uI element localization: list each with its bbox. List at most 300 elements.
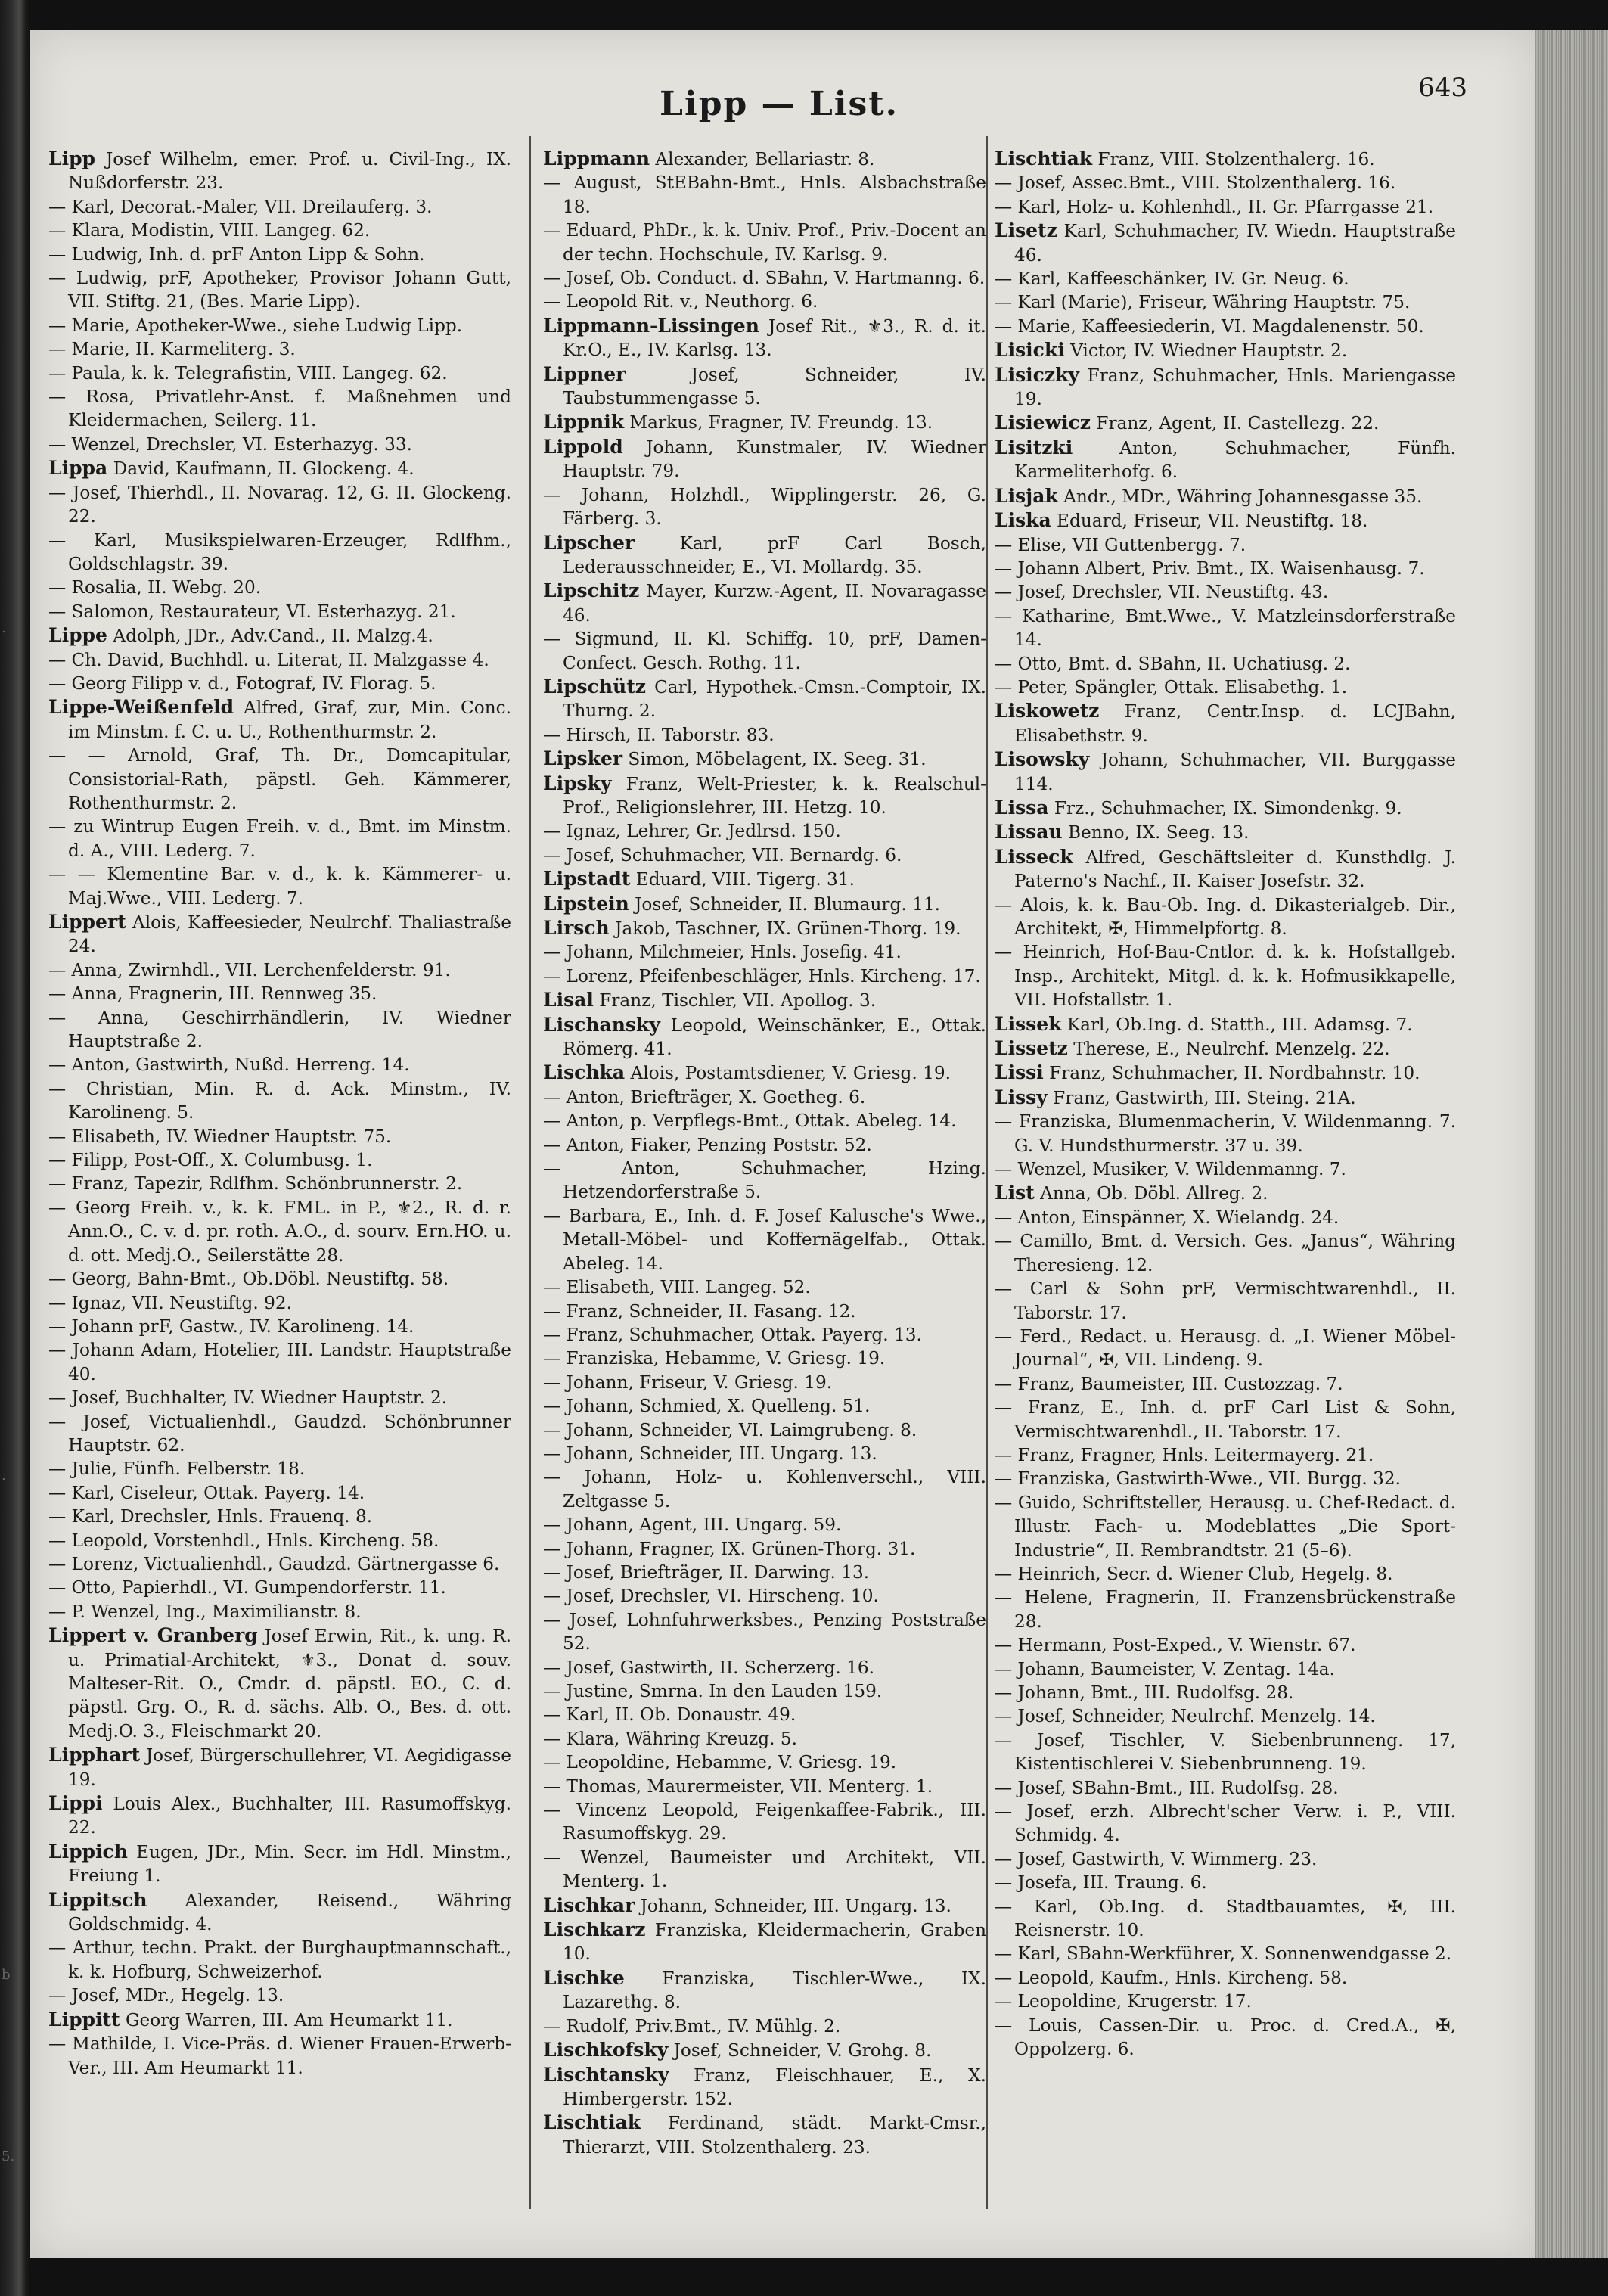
directory-entry xyxy=(48,1148,511,1172)
directory-entry xyxy=(995,2014,1456,2061)
directory-entry xyxy=(543,435,986,483)
entry-surname: Lipstein xyxy=(543,892,629,915)
entry-details: — Anton, Fiaker, Penzing Poststr. 52. xyxy=(543,1134,872,1155)
directory-entry xyxy=(543,1394,986,1418)
entry-surname: Lischkar xyxy=(543,1894,635,1916)
gutter-mark: b xyxy=(2,1967,11,1983)
directory-entry xyxy=(48,195,511,219)
entry-details: — Josef, Thierhdl., II. Novarag. 12, G. II. Glockeng. 22. xyxy=(48,482,511,527)
entry-surname: Lischtiak xyxy=(995,148,1093,169)
directory-entry xyxy=(543,1465,986,1513)
entry-surname: Lippert v. Granberg xyxy=(48,1624,258,1647)
directory-entry xyxy=(48,243,511,266)
entry-details: — Karl, Musikspielwaren-Erzeuger, Rdlfhm., Goldschlagstr. 39. xyxy=(48,530,511,574)
directory-entry xyxy=(995,1704,1456,1728)
entry-details: — Josef, Ob. Conduct. d. SBahn, V. Hartmanng. 6. xyxy=(543,268,986,289)
directory-entry xyxy=(995,1229,1456,1277)
directory-entry xyxy=(995,1895,1456,1943)
directory-entry xyxy=(543,747,986,771)
entry-details: — Elisabeth, IV. Wiedner Hauptstr. 75. xyxy=(48,1126,392,1147)
directory-entry xyxy=(543,2015,986,2038)
directory-entry xyxy=(48,1172,511,1195)
entry-details: Eugen, JDr., Min. Secr. im Hdl. Minstm., Freiung 1. xyxy=(68,1841,511,1887)
entry-details: — P. Wenzel, Ing., Maximilianstr. 8. xyxy=(48,1601,362,1622)
entry-details: — Franz, Schneider, II. Fasang. 12. xyxy=(543,1300,856,1322)
entry-details: — Johann, Holz- u. Kohlenverschl., VIII. Zeltgasse 5. xyxy=(543,1467,986,1512)
directory-entry xyxy=(48,314,511,337)
directory-entry xyxy=(995,1942,1456,1965)
entry-details: Josef Erwin, Rit., k. ung. R. u. Primatial-Architekt, ⚜3., Donat d. souv. Malteser-Rit. O., Cmdr. d. päpstl. EO., C. d. päpstl. Grg. O., R. d. sächs. Alb. O., Bes. d. ott. Medj.O. 3., Fleischmarkt 20. xyxy=(68,1626,511,1741)
entry-details: — Franz, Schuhmacher, Ottak. Payerg. 13. xyxy=(543,1324,922,1345)
entry-details: — Ferd., Redact. u. Herausg. d. „I. Wiener Möbel-Journal“, ✠, VII. Lindeng. 9. xyxy=(995,1325,1456,1371)
directory-entry xyxy=(48,695,511,744)
directory-entry xyxy=(48,1315,511,1338)
entry-details: — Leopoldine, Krugerstr. 17. xyxy=(995,1991,1252,2012)
entry-details: — Johann, Friseur, V. Griesg. 19. xyxy=(543,1372,833,1393)
entry-details: — Johann, Schneider, VI. Laimgrubeng. 8. xyxy=(543,1419,917,1440)
directory-entry xyxy=(48,1410,511,1458)
directory-entry xyxy=(995,1776,1456,1800)
directory-entry xyxy=(543,2063,986,2111)
directory-entry xyxy=(995,315,1456,338)
entry-details: — Leopold Rit. v., Neuthorg. 6. xyxy=(543,291,818,312)
directory-entry xyxy=(543,1061,986,1085)
entry-surname: Lisowsky xyxy=(995,748,1090,771)
entry-details: — Franziska, Blumenmacherin, V. Wildenmanng. 7. G. V. Hundsthurmerstr. 37 u. 39. xyxy=(995,1111,1456,1156)
directory-entry xyxy=(48,1125,511,1148)
entry-surname: Lisiewicz xyxy=(995,412,1091,434)
entry-surname: Lippold xyxy=(543,435,623,458)
entry-details: — Karl, Ob.Ing. d. Stadtbauamtes, ✠, III. Reisnerstr. 10. xyxy=(995,1896,1456,1941)
entry-details: — Josef, Buchhalter, IV. Wiedner Hauptstr. 2. xyxy=(48,1387,448,1409)
entry-details: — Josef, Assec.Bmt., VIII. Stolzenthalerg. 16. xyxy=(995,172,1396,194)
entry-details: — Otto, Bmt. d. SBahn, II. Uchatiusg. 2. xyxy=(995,653,1351,674)
entry-details: Leopold, Weinschänker, E., Ottak. Römerg. 41. xyxy=(563,1014,986,1060)
entry-surname: Lischkarz xyxy=(543,1919,646,1941)
directory-entry xyxy=(995,604,1456,652)
directory-entry xyxy=(995,508,1456,533)
directory-entry xyxy=(995,557,1456,580)
directory-entry xyxy=(543,1109,986,1132)
entry-surname: Lippe-Weißenfeld xyxy=(48,696,234,719)
entry-details: Karl, Ob.Ing. d. Statth., III. Adamsg. 7. xyxy=(1066,1014,1413,1035)
entry-details: — Franz, Fragner, Hnls. Leitermayerg. 21. xyxy=(995,1444,1374,1465)
entry-details: — Leopoldine, Hebamme, V. Griesg. 19. xyxy=(543,1752,897,1773)
directory-entry xyxy=(543,1300,986,1323)
entry-details: Frz., Schuhmacher, IX. Simondenkg. 9. xyxy=(1054,797,1402,819)
entry-surname: Lippmann-Lissingen xyxy=(543,314,759,337)
entry-details: — Ignaz, VII. Neustiftg. 92. xyxy=(48,1292,293,1313)
column-2 xyxy=(543,147,986,2212)
directory-entry xyxy=(995,1467,1456,1490)
entry-details: — Marie, Apotheker-Wwe., siehe Ludwig Lipp. xyxy=(48,315,463,336)
entry-surname: Lippi xyxy=(48,1792,103,1815)
entry-details: — Klara, Währing Kreuzg. 5. xyxy=(543,1728,797,1749)
directory-entry xyxy=(995,1277,1456,1325)
directory-entry xyxy=(48,576,511,599)
directory-entry xyxy=(48,433,511,456)
entry-details: — Thomas, Maurermeister, VII. Menterg. 1. xyxy=(543,1776,933,1797)
entry-details: Georg Warren, III. Am Heumarkt 11. xyxy=(126,2009,453,2030)
entry-surname: Lippert xyxy=(48,911,126,933)
directory-entry xyxy=(48,1936,511,1984)
directory-entry xyxy=(543,147,986,171)
running-title: Lipp — List. xyxy=(660,85,899,123)
entry-details: — — Arnold, Graf, Th. Dr., Domcapitular, Consistorial-Rath, päpstl. Geh. Kämmerer, Rothenthurmstr. 2. xyxy=(48,745,511,813)
entry-details: Franz, Agent, II. Castellezg. 22. xyxy=(1096,413,1380,434)
entry-surname: Lipschitz xyxy=(543,579,640,602)
entry-details: Josef Rit., ⚜3., R. d. it. Kr.O., E., IV. Karlsg. 13. xyxy=(563,315,986,361)
entry-surname: Lipphart xyxy=(48,1744,141,1766)
directory-entry xyxy=(543,1204,986,1275)
entry-details: — Johann, Agent, III. Ungarg. 59. xyxy=(543,1515,842,1536)
entry-details: — Anton, Gastwirth, Nußd. Herreng. 14. xyxy=(48,1055,410,1076)
directory-entry xyxy=(543,1846,986,1894)
directory-entry xyxy=(995,290,1456,314)
directory-entry xyxy=(995,652,1456,676)
entry-details: Therese, E., Neulrchf. Menzelg. 22. xyxy=(1073,1039,1390,1060)
entry-details: — Ignaz, Lehrer, Gr. Jedlrsd. 150. xyxy=(543,821,841,842)
directory-entry xyxy=(543,940,986,964)
entry-details: — Wenzel, Drechsler, VI. Esterhazyg. 33. xyxy=(48,433,413,455)
directory-entry xyxy=(995,699,1456,747)
entry-details: — Karl, Decorat.-Maler, VII. Dreilauferg. 3. xyxy=(48,196,433,217)
entry-details: — Mathilde, I. Vice-Präs. d. Wiener Frauen-Erwerb-Ver., III. Am Heumarkt 11. xyxy=(48,2033,511,2078)
entry-surname: Lisitzki xyxy=(995,436,1073,458)
directory-entry xyxy=(543,988,986,1012)
directory-entry xyxy=(995,219,1456,267)
entry-details: — Arthur, techn. Prakt. der Burghauptmannschaft., k. k. Hofburg, Schweizerhof. xyxy=(48,1937,511,1982)
directory-entry xyxy=(995,171,1456,194)
entry-surname: Lisetz xyxy=(995,219,1057,242)
directory-entry xyxy=(995,1012,1456,1036)
entry-details: — Heinrich, Secr. d. Wiener Club, Hegelg. 8. xyxy=(995,1563,1393,1584)
directory-entry xyxy=(995,1396,1456,1443)
directory-entry xyxy=(48,623,511,648)
entry-details: — Leopold, Kaufm., Hnls. Kircheng. 58. xyxy=(995,1967,1348,1988)
directory-entry xyxy=(543,2038,986,2062)
directory-entry xyxy=(48,1077,511,1125)
directory-entry xyxy=(543,1561,986,1584)
directory-entry xyxy=(995,580,1456,604)
entry-details: Franz, Centr.Insp. d. LCJBahn, Elisabethstr. 9. xyxy=(1014,701,1456,746)
entry-details: — Otto, Papierhdl., VI. Gumpendorferstr. 11. xyxy=(48,1577,446,1599)
entry-details: Franz, Tischler, VII. Apollog. 3. xyxy=(599,990,877,1011)
directory-entry xyxy=(543,627,986,675)
entry-details: — Georg Filipp v. d., Fotograf, IV. Florag. 5. xyxy=(48,673,436,694)
directory-entry xyxy=(995,676,1456,699)
entry-details: — Rudolf, Priv.Bmt., IV. Mühlg. 2. xyxy=(543,2015,841,2037)
entry-surname: Lissek xyxy=(995,1012,1062,1035)
entry-surname: Lipsky xyxy=(543,772,612,794)
entry-details: — Marie, II. Karmeliterg. 3. xyxy=(48,339,296,360)
entry-details: — Johann, Schmied, X. Quelleng. 51. xyxy=(543,1396,871,1417)
entry-details: Andr., MDr., Währing Johannesgasse 35. xyxy=(1063,486,1423,507)
directory-entry xyxy=(995,940,1456,1011)
entry-details: — Karl, Kaffeeschänker, IV. Gr. Neug. 6. xyxy=(995,269,1349,290)
directory-entry xyxy=(543,1133,986,1157)
entry-details: — Peter, Spängler, Ottak. Elisabethg. 1. xyxy=(995,676,1348,697)
entry-details: — Salomon, Restaurateur, VI. Esterhazyg. 21. xyxy=(48,601,456,622)
directory-entry xyxy=(48,1338,511,1386)
entry-surname: Lischtansky xyxy=(543,2063,669,2086)
entry-details: — Guido, Schriftsteller, Herausg. u. Chef-Redact. d. Illustr. Fach- u. Modeblattes „Die Sport-Industrie“, II. Rembrandtstr. 21 (5–6). xyxy=(995,1492,1456,1561)
entry-surname: List xyxy=(995,1182,1035,1204)
directory-entry xyxy=(48,1196,511,1267)
directory-entry xyxy=(48,2032,511,2080)
entry-surname: Lippner xyxy=(543,362,626,385)
directory-entry xyxy=(543,844,986,867)
directory-entry xyxy=(995,1729,1456,1776)
entry-surname: Liska xyxy=(995,509,1051,532)
directory-entry xyxy=(995,1110,1456,1157)
entry-details: — Johann, Bmt., III. Rudolfsg. 28. xyxy=(995,1682,1294,1703)
entry-details: — Johann, Schneider, III. Ungarg. 13. xyxy=(543,1443,877,1464)
directory-entry xyxy=(543,1418,986,1442)
entry-details: — Klara, Modistin, VIII. Langeg. 62. xyxy=(48,220,371,241)
directory-entry xyxy=(543,579,986,627)
entry-details: — — Klementine Bar. v. d., k. k. Kämmerer- u. Maj.Wwe., VIII. Lederg. 7. xyxy=(48,864,511,909)
entry-details: Josef, Bürgerschullehrer, VI. Aegidigasse 19. xyxy=(68,1745,511,1790)
directory-entry xyxy=(48,982,511,1005)
entry-details: — Wenzel, Baumeister und Architekt, VII. Menterg. 1. xyxy=(543,1847,986,1892)
entry-surname: Lippmann xyxy=(543,148,650,169)
directory-entry xyxy=(48,362,511,385)
entry-surname: Liskowetz xyxy=(995,700,1100,722)
directory-entry xyxy=(995,1966,1456,1990)
directory-entry xyxy=(48,1053,511,1077)
entry-details: — Ludwig, prF, Apotheker, Provisor Johann Gutt, VII. Stiftg. 21, (Bes. Marie Lipp). xyxy=(48,268,511,312)
entry-surname: Lippitt xyxy=(48,2008,120,2030)
gutter-mark: 5. xyxy=(2,2148,15,2164)
entry-details: — Josefa, III. Traung. 6. xyxy=(995,1872,1207,1894)
directory-entry xyxy=(48,1481,511,1505)
page-block-edge xyxy=(1535,30,1608,2258)
directory-entry xyxy=(48,1267,511,1291)
gutter-marks xyxy=(0,30,15,2258)
entry-details: David, Kaufmann, II. Glockeng. 4. xyxy=(113,458,414,480)
entry-details: — Karl (Marie), Friseur, Währing Hauptstr. 75. xyxy=(995,292,1411,313)
directory-entry xyxy=(543,1608,986,1656)
directory-entry xyxy=(48,862,511,910)
entry-details: — Anna, Fragnerin, III. Rennweg 35. xyxy=(48,983,377,1005)
entry-surname: Lippa xyxy=(48,457,108,480)
entry-details: — Anna, Zwirnhdl., VII. Lerchenfelderstr. 91. xyxy=(48,959,451,980)
entry-details: — Ch. David, Buchhdl. u. Literat, II. Malzgasse 4. xyxy=(48,649,489,670)
column-3 xyxy=(995,147,1456,2212)
entry-details: — Vincenz Leopold, Feigenkaffee-Fabrik., III. Rasumoffskyg. 29. xyxy=(543,1800,986,1844)
directory-entry xyxy=(995,363,1456,412)
entry-details: Franz, Fleischhauer, E., X. Himbergerstr. 152. xyxy=(563,2065,986,2109)
directory-entry xyxy=(48,1743,511,1791)
directory-entry xyxy=(543,1918,986,1966)
directory-entry xyxy=(48,1457,511,1480)
entry-details: — Camillo, Bmt. d. Versich. Ges. „Janus“, Währing Theresieng. 12. xyxy=(995,1231,1456,1275)
directory-entry xyxy=(48,648,511,672)
entry-surname: Lissau xyxy=(995,821,1063,844)
directory-entry xyxy=(543,1656,986,1679)
directory-entry xyxy=(543,290,986,313)
entry-details: — Barbara, E., Inh. d. F. Josef Kalusche's Wwe., Metall-Möbel- und Koffernägelfab., Ottak. Abeleg. 14. xyxy=(543,1205,986,1274)
directory-entry xyxy=(543,1347,986,1370)
directory-entry xyxy=(543,1513,986,1536)
entry-surname: Lisjak xyxy=(995,484,1058,507)
entry-details: — Lorenz, Pfeifenbeschläger, Hnls. Kircheng. 17. xyxy=(543,965,981,986)
directory-entry xyxy=(995,338,1456,362)
directory-entry xyxy=(543,266,986,290)
entry-details: — Karl, SBahn-Werkführer, X. Sonnenwendgasse 2. xyxy=(995,1943,1452,1965)
directory-entry xyxy=(995,845,1456,893)
entry-details: Josef, Schneider, IV. Taubstummengasse 5. xyxy=(563,364,986,409)
directory-entry xyxy=(995,411,1456,435)
entry-details: Alfred, Graf, zur, Min. Conc. im Minstm. f. C. u. U., Rothenthurmstr. 2. xyxy=(68,697,511,742)
directory-entry xyxy=(48,529,511,576)
directory-entry xyxy=(995,1061,1456,1085)
directory-entry xyxy=(543,1679,986,1703)
directory-entry xyxy=(543,1323,986,1347)
entry-details: — Josef, Gastwirth, II. Scherzerg. 16. xyxy=(543,1657,874,1678)
entry-details: — Leopold, Vorstenhdl., Hnls. Kircheng. 58. xyxy=(48,1530,439,1551)
entry-details: — Franz, Baumeister, III. Custozzag. 7. xyxy=(995,1373,1343,1394)
directory-entry xyxy=(543,1798,986,1846)
entry-details: — Justine, Smrna. In den Lauden 159. xyxy=(543,1681,883,1701)
directory-entry xyxy=(48,815,511,862)
entry-surname: Lischka xyxy=(543,1061,626,1084)
directory-entry xyxy=(543,1537,986,1561)
directory-entry xyxy=(48,1529,511,1552)
directory-entry xyxy=(543,362,986,411)
entry-surname: Lisal xyxy=(543,989,594,1011)
directory-entry xyxy=(543,314,986,362)
entry-details: Franz, Schuhmacher, II. Nordbahnstr. 10. xyxy=(1049,1063,1420,1084)
entry-details: Franz, Gastwirth, III. Steing. 21A. xyxy=(1053,1087,1356,1108)
entry-surname: Lisicki xyxy=(995,339,1065,362)
entry-details: — Johann Albert, Priv. Bmt., IX. Waisenhausg. 7. xyxy=(995,558,1425,579)
entry-details: Anna, Ob. Döbl. Allreg. 2. xyxy=(1040,1183,1268,1204)
directory-entry xyxy=(543,410,986,434)
entry-details: Jakob, Taschner, IX. Grünen-Thorg. 19. xyxy=(615,918,961,939)
entry-details: Karl, Schuhmacher, IV. Wiedn. Hauptstraße 46. xyxy=(1014,221,1456,266)
directory-entry xyxy=(48,600,511,623)
entry-details: — Josef, Gastwirth, V. Wimmerg. 23. xyxy=(995,1848,1318,1869)
directory-entry xyxy=(543,819,986,843)
entry-details: — Josef, Schuhmacher, VII. Bernardg. 6. xyxy=(543,844,902,865)
entry-surname: Lischke xyxy=(543,1966,625,1989)
column-1 xyxy=(48,147,511,2212)
directory-entry xyxy=(543,916,986,940)
entry-details: Johann, Schneider, III. Ungarg. 13. xyxy=(640,1895,951,1916)
directory-entry xyxy=(543,483,986,531)
directory-entry xyxy=(48,1576,511,1599)
directory-entry xyxy=(995,1036,1456,1061)
directory-entry xyxy=(48,910,511,958)
entry-details: — Hermann, Post-Exped., V. Wienstr. 67. xyxy=(995,1635,1356,1656)
directory-entry xyxy=(543,1442,986,1465)
directory-entry xyxy=(995,1491,1456,1562)
entry-details: — Franziska, Hebamme, V. Griesg. 19. xyxy=(543,1348,886,1369)
directory-entry xyxy=(543,219,986,266)
page-number: 643 xyxy=(1418,73,1467,103)
entry-surname: Lissy xyxy=(995,1086,1048,1108)
directory-entry xyxy=(543,2111,986,2159)
directory-entry xyxy=(543,675,986,723)
gutter-mark: . xyxy=(2,1468,6,1484)
directory-entry xyxy=(543,1371,986,1394)
directory-entry xyxy=(48,1888,511,1937)
entry-surname: Lissa xyxy=(995,796,1049,819)
directory-entry xyxy=(995,195,1456,219)
entry-details: Johann, Schuhmacher, VII. Burggasse 114. xyxy=(1014,750,1456,794)
entry-details: Eduard, Friseur, VII. Neustiftg. 18. xyxy=(1057,511,1368,532)
directory-entry xyxy=(995,1990,1456,2013)
column-rule xyxy=(529,136,531,2209)
entry-surname: Lipsker xyxy=(543,747,623,770)
directory-entry xyxy=(48,337,511,361)
directory-entry xyxy=(543,892,986,916)
entry-surname: Lippnik xyxy=(543,411,625,433)
entry-details: Louis Alex., Buchhalter, III. Rasumoffskyg. 22. xyxy=(68,1794,511,1838)
directory-entry xyxy=(543,965,986,988)
entry-details: — Anton, Einspänner, X. Wielandg. 24. xyxy=(995,1207,1339,1228)
entry-surname: Lissetz xyxy=(995,1037,1068,1060)
directory-entry xyxy=(48,1600,511,1623)
entry-surname: Lippich xyxy=(48,1840,128,1863)
entry-details: Alois, Kaffeesieder, Neulrchf. Thaliastraße 24. xyxy=(68,912,511,957)
directory-entry xyxy=(995,533,1456,557)
entry-details: — Marie, Kaffeesiederin, VI. Magdalenenstr. 50. xyxy=(995,315,1424,337)
entry-details: — Josef, MDr., Hegelg. 13. xyxy=(48,1985,284,2006)
entry-surname: Lipp xyxy=(48,148,96,169)
directory-entry xyxy=(48,958,511,982)
entry-details: — zu Wintrup Eugen Freih. v. d., Bmt. im Minstm. d. A., VIII. Lederg. 7. xyxy=(48,816,511,861)
entry-details: Victor, IV. Wiedner Hauptstr. 2. xyxy=(1070,340,1348,362)
entry-details: Ferdinand, städt. Markt-Cmsr., Thierarzt, VIII. Stolzenthalerg. 23. xyxy=(563,2113,986,2158)
directory-entry xyxy=(995,1633,1456,1657)
entry-details: — Karl, Holz- u. Kohlenhdl., II. Gr. Pfarrgasse 21. xyxy=(995,196,1434,217)
entry-details: — Josef, Lohnfuhrwerksbes., Penzing Poststraße 52. xyxy=(543,1609,986,1654)
directory-entry xyxy=(543,1275,986,1299)
directory-entry xyxy=(543,1966,986,2015)
entry-details: — Karl, II. Ob. Donaustr. 49. xyxy=(543,1704,796,1726)
directory-entry xyxy=(48,672,511,695)
entry-details: — Johann, Milchmeier, Hnls. Josefig. 41. xyxy=(543,942,902,963)
directory-entry xyxy=(48,385,511,433)
entry-details: — Georg Freih. v., k. k. FML. in P., ⚜2., R. d. r. Ann.O., C. v. d. pr. roth. A.O., d. sourv. Ern.HO. u. d. ott. Medj.O., Seilerstätte 28. xyxy=(48,1197,511,1266)
entry-details: — Ludwig, Inh. d. prF Anton Lipp & Sohn. xyxy=(48,244,425,265)
entry-details: Alexander, Bellariastr. 8. xyxy=(655,149,875,169)
entry-details: — Franziska, Gastwirth-Wwe., VII. Burgg. 32. xyxy=(995,1468,1402,1490)
entry-details: — Paula, k. k. Telegrafistin, VIII. Langeg. 62. xyxy=(48,362,448,384)
entry-details: — Heinrich, Hof-Bau-Cntlor. d. k. k. Hofstallgeb. Insp., Architekt, Mitgl. d. k. k. Hofmusikkapelle, VII. Hofstallstr. 1. xyxy=(995,942,1456,1011)
entry-surname: Lischansky xyxy=(543,1013,660,1036)
entry-details: Adolph, JDr., Adv.Cand., II. Malzg.4. xyxy=(113,626,433,647)
entry-surname: Lirsch xyxy=(543,917,610,939)
entry-details: — Hirsch, II. Taborstr. 83. xyxy=(543,724,775,745)
directory-entry xyxy=(543,1727,986,1751)
directory-entry xyxy=(543,1751,986,1774)
entry-details: Anton, Schuhmacher, Fünfh. Karmeliterhofg. 6. xyxy=(1014,437,1456,483)
entry-details: Carl, Hypothek.-Cmsn.-Comptoir, IX. Thurng. 2. xyxy=(563,676,986,722)
entry-surname: Lipschütz xyxy=(543,675,646,697)
entry-details: — Josef, SBahn-Bmt., III. Rudolfsg. 28. xyxy=(995,1777,1339,1798)
entry-surname: Lischkofsky xyxy=(543,2039,669,2061)
entry-details: — Rosalia, II. Webg. 20. xyxy=(48,577,262,598)
entry-details: — Louis, Cassen-Dir. u. Proc. d. Cred.A., ✠, Oppolzerg. 6. xyxy=(995,2015,1456,2060)
directory-entry xyxy=(995,436,1456,484)
entry-details: Markus, Fragner, IV. Freundg. 13. xyxy=(629,412,933,433)
entry-details: — Elise, VII Guttenbergg. 7. xyxy=(995,534,1246,555)
entry-details: — Filipp, Post-Off., X. Columbusg. 1. xyxy=(48,1150,373,1171)
